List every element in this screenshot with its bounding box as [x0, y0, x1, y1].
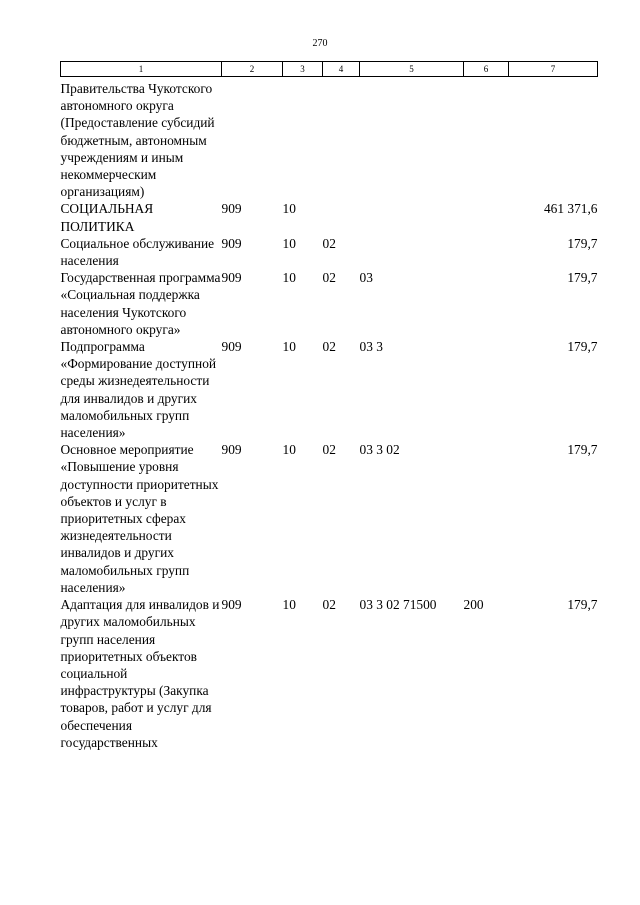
row-target-article: 03 3 02 71500: [359, 597, 437, 613]
table-row: [61, 269, 598, 338]
row-target-article: [360, 77, 464, 201]
row-name: Правительства Чукотского автономного округа (Предоставление субсидий бюджетным, автономным учреждениям и иным некоммерческим организациям): [60, 81, 215, 200]
row-amount: 179,7: [567, 270, 598, 286]
row-ministry-code: 909: [221, 235, 242, 251]
row-ministry-code: 909: [221, 339, 242, 355]
row-subsection: 02: [322, 235, 336, 251]
row-section: 10: [282, 270, 296, 286]
row-expense-type: [464, 77, 509, 201]
row-amount: [509, 77, 598, 201]
row-expense-type: 200: [463, 597, 484, 613]
header-row: [61, 62, 598, 77]
row-expense-type: [464, 200, 509, 234]
row-subsection: [323, 200, 360, 234]
row-target-article: 03 3 02: [359, 442, 400, 458]
row-target-article: 03: [359, 270, 373, 286]
row-target-article: [360, 235, 464, 269]
row-name: Основное мероприятие «Повышение уровня доступности приоритетных объектов и услуг в приоритетных сферах жизнедеятельности инвалидов и других маломобильных групп населения»: [60, 442, 219, 595]
table-row: [61, 235, 598, 269]
header-col-5: 5: [360, 62, 464, 77]
table-row: [61, 200, 598, 234]
row-ministry-code: 909: [221, 201, 242, 217]
row-name: Социальное обслуживание населения: [60, 235, 215, 269]
page-number: 270: [312, 38, 328, 49]
table-row: [61, 441, 598, 596]
row-ministry-code: 909: [221, 442, 242, 458]
table-body: [61, 77, 598, 751]
row-expense-type: [464, 338, 509, 441]
row-subsection: 02: [322, 339, 336, 355]
header-col-7: 7: [509, 62, 598, 77]
budget-table: [60, 61, 598, 751]
row-expense-type: [464, 235, 509, 269]
row-amount: 179,7: [567, 442, 598, 458]
row-section: 10: [282, 235, 296, 251]
row-ministry-code: 909: [221, 270, 242, 286]
row-name: Государственная программа «Социальная поддержка населения Чукотского автономного округа»: [60, 270, 221, 337]
row-section: 10: [282, 597, 296, 613]
row-amount: 179,7: [567, 597, 598, 613]
row-amount: 179,7: [567, 235, 598, 251]
header-col-6: 6: [464, 62, 509, 77]
row-subsection: 02: [322, 270, 336, 286]
row-amount: 461 371,6: [543, 201, 598, 217]
row-section: [283, 77, 323, 201]
row-name: Подпрограмма «Формирование доступной среды жизнедеятельности для инвалидов и других маломобильных групп населения»: [60, 339, 217, 441]
table-row: [61, 596, 598, 751]
row-amount: 179,7: [567, 339, 598, 355]
row-subsection: 02: [322, 442, 336, 458]
row-subsection: [323, 77, 360, 201]
row-name: СОЦИАЛЬНАЯ ПОЛИТИКА: [60, 201, 154, 234]
row-subsection: 02: [322, 597, 336, 613]
row-ministry-code: [222, 77, 283, 201]
row-target-article: 03 3: [359, 339, 383, 355]
row-section: 10: [282, 442, 296, 458]
header-col-4: 4: [323, 62, 360, 77]
header-col-1: 1: [61, 62, 222, 77]
row-expense-type: [464, 441, 509, 596]
row-name: Адаптация для инвалидов и других маломобильных групп населения приоритетных объектов социальной инфраструктуры (Закупка товаров, работ и услуг для обеспечения государственных: [60, 597, 220, 750]
header-col-3: 3: [283, 62, 323, 77]
table-header: [61, 62, 598, 77]
row-expense-type: [464, 269, 509, 338]
row-ministry-code: 909: [221, 597, 242, 613]
row-section: 10: [282, 339, 296, 355]
table-row: [61, 338, 598, 441]
header-col-2: 2: [222, 62, 283, 77]
table-row: [61, 77, 598, 201]
row-target-article: [360, 200, 464, 234]
row-section: 10: [282, 201, 296, 217]
